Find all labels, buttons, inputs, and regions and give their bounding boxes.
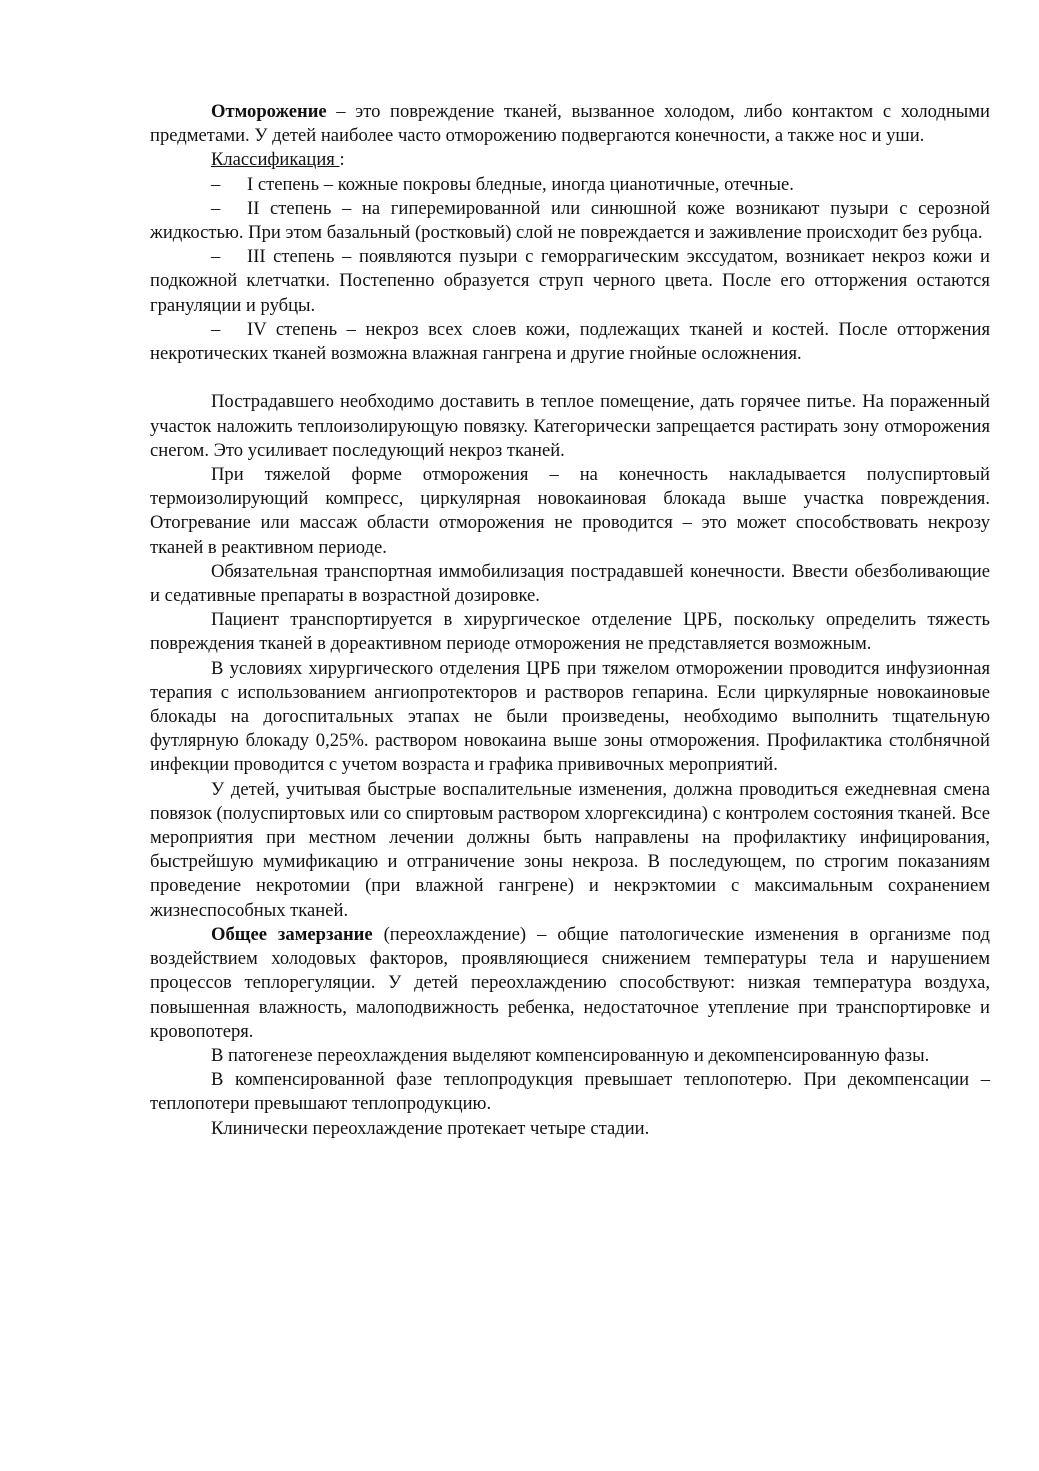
document-page — [150, 100, 990, 1141]
care-paragraph: В условиях хирургического отделения ЦРБ при тяжелом отморожении проводится инфузионная терапия с использованием ангиопротекторов и растворов гепарина. Если циркулярные новокаиновые блокады на догоспитальных этапах не были произведены, необходимо выполнить тщательную футлярную блокаду 0,25%. раствором новокаина выше зоны отморожения. Профилактика столбнячной инфекции проводится с учетом возраста и графика прививочных мероприятий. — [150, 657, 990, 776]
degree-text: II степень – на гиперемированной или синюшной коже возникают пузыри с серозной жидкостью. При этом базальный (ростковый) слой не повреждается и заживление происходит без рубца. — [150, 197, 990, 244]
care-paragraph: При тяжелой форме отморожения – на конечность накладывается полуспиртовый термоизолирующий компресс, циркулярная новокаиновая блокада выше участка повреждения. Отогревание или массаж области отморожения не проводится – это может способствовать некрозу тканей в реактивном периоде. — [150, 464, 990, 558]
care-paragraph: Пациент транспортируется в хирургическое отделение ЦРБ, поскольку определить тяжесть повреждения тканей в дореактивном периоде отморожения не представляется возможным. — [150, 609, 990, 655]
frostbite-term: Отморожение — [211, 101, 327, 122]
frostbite-definition-paragraph — [150, 100, 990, 148]
classification-heading — [150, 148, 990, 172]
hypothermia-term: Общее замерзание — [211, 923, 373, 945]
classification-colon: : — [339, 149, 345, 171]
degree-item — [150, 173, 990, 197]
hypothermia-definition-paragraph — [150, 923, 990, 1044]
degree-text: IV степень – некроз всех слоев кожи, подлежащих тканей и костей. После отторжения некротических тканей возможна влажная гангрена и другие гнойные осложнения. — [150, 318, 990, 365]
degree-text: I степень – кожные покровы бледные, иногда цианотичные, отечные. — [247, 173, 794, 195]
list-dash: – — [211, 173, 221, 195]
care-paragraph: Пострадавшего необходимо доставить в теплое помещение, дать горячее питье. На пораженный участок наложить теплоизолирующую повязку. Категорически запрещается растирать зону отморожения снегом. Это усиливает последующий некроз тканей. — [150, 391, 990, 461]
care-paragraph: У детей, учитывая быстрые воспалительные изменения, должна проводиться ежедневная смена повязок (полуспиртовых или со спиртовым раствором хлоргексидина) с контролем состояния тканей. Все мероприятия при местном лечении должны быть направлены на профилактику инфицирования, быстрейшую мумификацию и отграничение зоны некроза. В последующем, по строгим показаниям проведение некротомии (при влажной гангрене) и некрэктомии с максимальным сохранением жизнеспособных тканей. — [150, 778, 990, 921]
list-dash: – — [211, 318, 221, 340]
hypothermia-paragraph: Клинически переохлаждение протекает четыре стадии. — [211, 1117, 650, 1139]
hypothermia-paragraph: В компенсированной фазе теплопродукция превышает теплопотерю. При декомпенсации – теплопотери превышают теплопродукцию. — [150, 1069, 990, 1115]
list-dash: – — [211, 197, 221, 219]
paragraph-spacer — [150, 366, 990, 390]
classification-label: Классификация — [211, 149, 340, 171]
list-dash: – — [211, 246, 221, 268]
care-paragraph: Обязательная транспортная иммобилизация пострадавшей конечности. Ввести обезболивающие и седативные препараты в возрастной дозировке. — [150, 560, 990, 607]
degree-text: III степень – появляются пузыри с геморрагическим экссудатом, возникает некроз кожи и подкожной клетчатки. Постепенно образуется струп черного цвета. После его отторжения остаются грануляции и рубцы. — [150, 246, 990, 316]
frostbite-definition-text: – это повреждение тканей, вызванное холодом, либо контактом с холодными предметами. У детей наиболее часто отморожению подвергаются конечности, а также нос и уши. — [150, 101, 990, 147]
degree-item — [150, 245, 990, 318]
hypothermia-definition-text: (переохлаждение) – общие патологические изменения в организме под воздействием холодовых факторов, проявляющиеся снижением температуры тела и нарушением процессов теплорегуляции. У детей переохлаждению способствуют: низкая температура воздуха, повышенная влажность, малоподвижность ребенка, недостаточное утепление при транспортировке и кровопотеря. — [150, 923, 990, 1042]
hypothermia-paragraph: В патогенезе переохлаждения выделяют компенсированную и декомпенсированную фазы. — [211, 1044, 930, 1066]
degree-item — [150, 197, 990, 245]
degree-item — [150, 318, 990, 366]
